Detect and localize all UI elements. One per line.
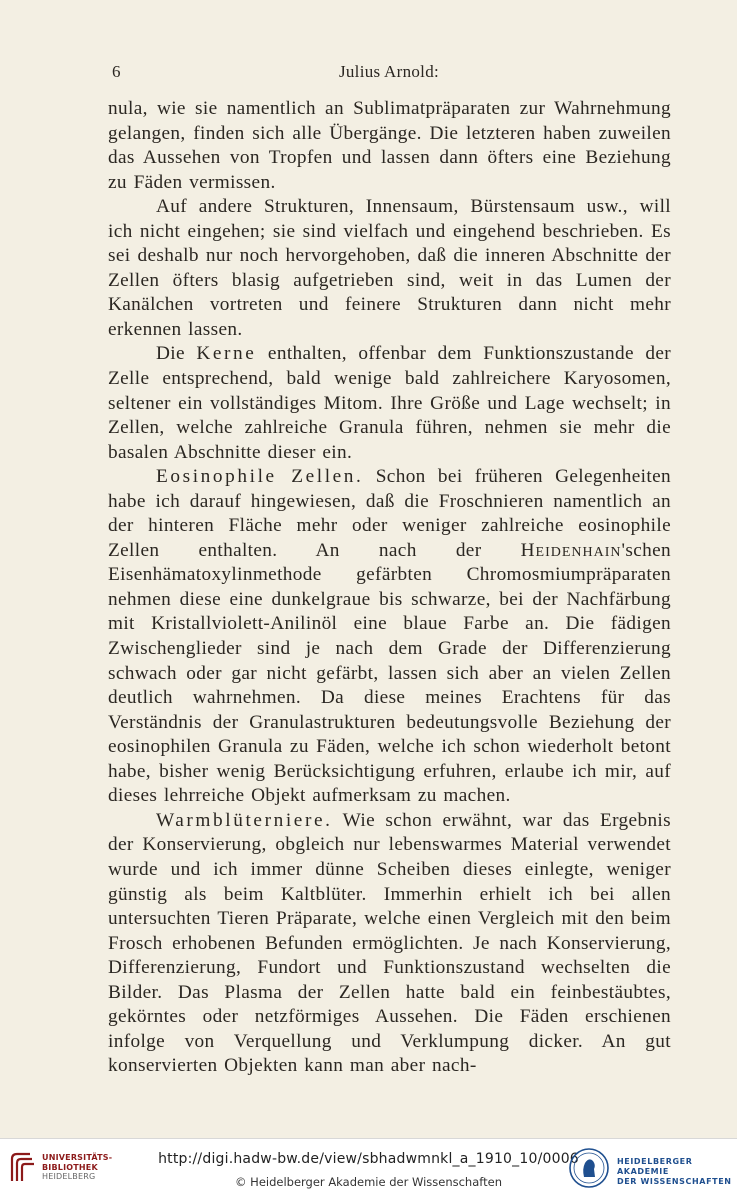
- paragraph: [108, 195, 671, 342]
- academy-name: HEIDELBERGER AKADEMIE DER WISSENSCHAFTEN: [617, 1157, 732, 1186]
- author-name: Heidenhain: [520, 539, 622, 561]
- digitization-footer: [0, 1138, 737, 1197]
- paragraph-text: Auf andere Strukturen, Innensaum, Bürstensaum usw., will ich nicht eingehen; sie sind vielfach und eingehend beschrieben. Es sei deshalb nur noch hervorgehoben, daß die inneren Abschnitte der Zellen öfters blasig aufgetrieben sind, weit in das Lumen der Kanälchen vortreten und feinere Strukturen dann nicht mehr erkennen lassen.: [108, 196, 671, 340]
- paragraph: [108, 465, 671, 809]
- paragraph-text: Schon bei früheren Gelegenheiten habe ich darauf hingewiesen, daß die Froschnieren namentlich an der hinteren Fläche mehr oder weniger zahlreiche eosinophile Zellen enthalten. An nach der: [108, 466, 671, 561]
- academy-seal-icon: [568, 1147, 610, 1189]
- section-heading-inline: Eosinophile Zellen.: [156, 466, 364, 488]
- paragraph: [108, 97, 671, 195]
- copyright-notice: © Heidelberger Akademie der Wissenschaften: [235, 1175, 502, 1189]
- library-name: UNIVERSITÄTS- BIBLIOTHEK HEIDELBERG: [42, 1153, 113, 1181]
- paragraph: [108, 342, 671, 465]
- permalink-url[interactable]: http://digi.hadw-bw.de/view/sbhadwmnkl_a_1910_10/0006: [158, 1151, 579, 1167]
- paragraph-text: nula, wie sie namentlich an Sublimatpräparaten zur Wahrnehmung gelangen, finden sich alle Übergänge. Die letzteren haben zuweilen das Aussehen von Tropfen und lassen dann öfters eine Beziehung zu Fäden vermissen.: [108, 98, 671, 193]
- paragraph-text: 'schen Eisenhämatoxylinmethode gefärbten Chromosmiumpräparaten nehmen diese eine dunkelgraue bis schwarze, bei der Nachfärbung mit Kristallviolett-Anilinöl eine blaue Farbe an. Die fädigen Zwischenglieder sind je nach dem Grade der Differenzierung schwach oder gar nicht gefärbt, lassen sich aber an vielen Zellen deutlich wahrnehmen. Da diese meines Erachtens für das Verständnis der Granulastrukturen bedeutungsvolle Beziehung der eosinophilen Granula zu Fäden, welche ich schon wiederholt betont habe, bisher wenig Berücksichtigung erfuhren, erlaube ich mir, auf dieses lehrreiche Objekt aufmerksam zu machen.: [108, 539, 671, 807]
- section-heading-inline: Warmblüterniere.: [156, 809, 333, 831]
- emphasized-term: Kerne: [196, 343, 257, 365]
- page-header: [108, 62, 670, 86]
- paragraph: [108, 809, 671, 1079]
- paragraph-text: Die: [156, 343, 197, 365]
- page-number: 6: [112, 62, 121, 81]
- body-text: [108, 97, 671, 1079]
- running-head: Julius Arnold:: [338, 62, 440, 81]
- paragraph-text: enthalten, offenbar dem Funktionszustande der Zelle entsprechend, bald wenige bald zahlreichere Karyosomen, seltener ein vollständiges Mitom. Ihre Größe und Lage wechselt; in Zellen, welche zahlreiche Granula führen, nehmen sie mehr die basalen Abschnitte dieser ein.: [108, 343, 671, 463]
- paragraph-text: Wie schon erwähnt, war das Ergebnis der Konservierung, obgleich nur lebenswarmes Material verwendet wurde und ich immer dünne Scheiben dieses einlegte, weniger günstig als beim Kaltblüter. Immerhin erhielt ich bei allen untersuchten Tieren Präparate, welche einen Vergleich mit den beim Frosch erhobenen Befunden ermöglichten. Je nach Konservierung, Differenzierung, Fundort und Funktionszustand wechselten die Bilder. Das Plasma der Zellen hatte bald ein feinbestäubtes, gekörntes oder netzförmiges Aussehen. Die Fäden erschienen infolge von Verquellung und Verklumpung dicker. An gut konservierten Objekten kann man aber nach-: [108, 809, 671, 1077]
